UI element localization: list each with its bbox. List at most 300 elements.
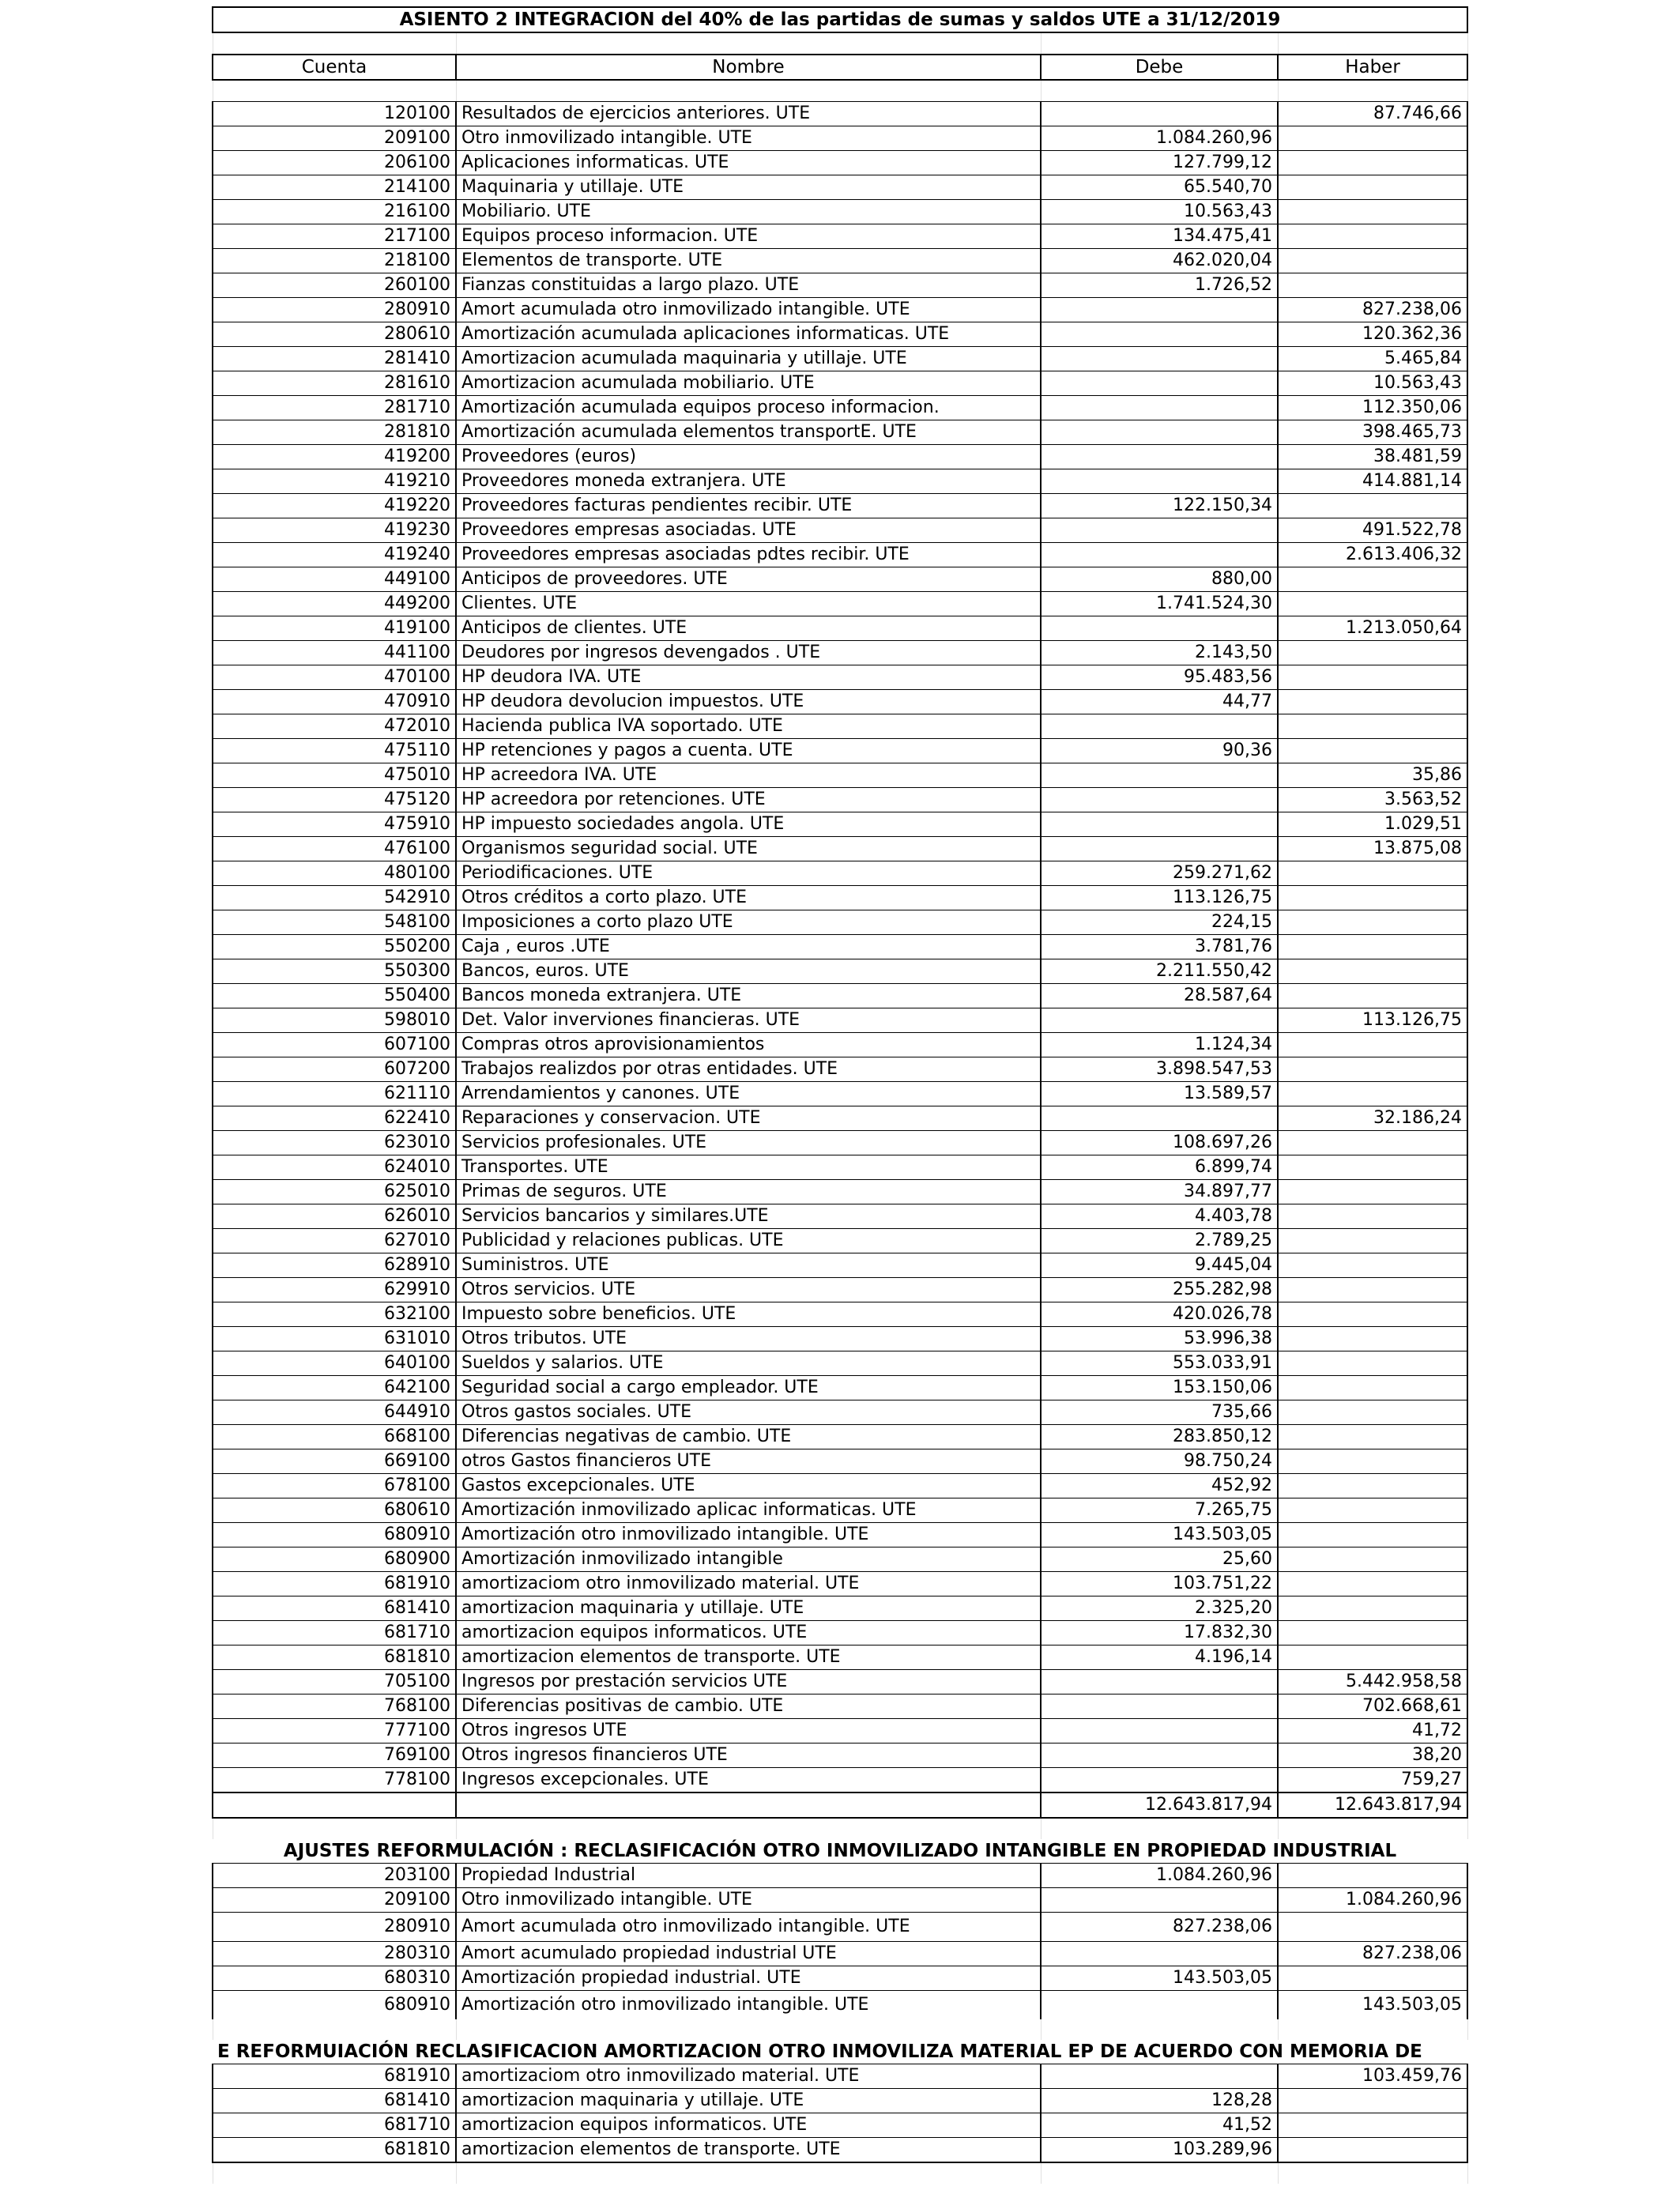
- haber-value: [1278, 1253, 1467, 1278]
- table-row: [213, 224, 1467, 249]
- account-code: 548100: [213, 910, 456, 935]
- debe-value: [1041, 102, 1278, 126]
- debe-value: 103.751,22: [1041, 1572, 1278, 1596]
- table-row: [213, 1768, 1467, 1793]
- account-name: amortizacion maquinaria y utillaje. UTE: [456, 1596, 1041, 1621]
- table-row: [213, 935, 1467, 959]
- haber-value: [1278, 1474, 1467, 1498]
- account-name: Proveedores moneda extranjera. UTE: [456, 469, 1041, 494]
- table-row: [213, 420, 1467, 445]
- account-name: Equipos proceso informacion. UTE: [456, 224, 1041, 249]
- debe-value: 9.445,04: [1041, 1253, 1278, 1278]
- debe-value: 65.540,70: [1041, 175, 1278, 200]
- account-name: Impuesto sobre beneficios. UTE: [456, 1302, 1041, 1327]
- debe-value: [1041, 420, 1278, 445]
- table-row: [213, 2138, 1467, 2163]
- debe-value: 98.750,24: [1041, 1449, 1278, 1474]
- account-code: 631010: [213, 1327, 456, 1351]
- debe-value: 103.289,96: [1041, 2138, 1278, 2163]
- debe-value: 128,28: [1041, 2089, 1278, 2113]
- account-name: Compras otros aprovisionamientos: [456, 1033, 1041, 1057]
- table-row: [213, 1596, 1467, 1621]
- haber-value: [1278, 1082, 1467, 1106]
- account-name: Sueldos y salarios. UTE: [456, 1351, 1041, 1376]
- table-row: [213, 1106, 1467, 1131]
- debe-value: [1041, 714, 1278, 739]
- account-code: 626010: [213, 1204, 456, 1229]
- account-name: Otro inmovilizado intangible. UTE: [456, 126, 1041, 151]
- account-code: 681410: [213, 1596, 456, 1621]
- haber-value: 491.522,78: [1278, 518, 1467, 543]
- account-name: Arrendamientos y canones. UTE: [456, 1082, 1041, 1106]
- account-name: Amortización acumulada aplicaciones informaticas. UTE: [456, 322, 1041, 347]
- haber-value: 38,20: [1278, 1744, 1467, 1768]
- account-code: 260100: [213, 273, 456, 298]
- haber-value: [1278, 739, 1467, 763]
- haber-value: 13.875,08: [1278, 837, 1467, 861]
- account-name: Amortización otro inmovilizado intangible. UTE: [456, 1523, 1041, 1547]
- account-code: 668100: [213, 1425, 456, 1449]
- account-name: Publicidad y relaciones publicas. UTE: [456, 1229, 1041, 1253]
- haber-value: [1278, 1302, 1467, 1327]
- account-code: 629910: [213, 1278, 456, 1302]
- account-code: 480100: [213, 861, 456, 886]
- account-name: Otros gastos sociales. UTE: [456, 1400, 1041, 1425]
- table-row: [213, 1523, 1467, 1547]
- debe-value: 259.271,62: [1041, 861, 1278, 886]
- haber-value: [1278, 1376, 1467, 1400]
- account-name: Caja , euros .UTE: [456, 935, 1041, 959]
- account-code: 681710: [213, 1621, 456, 1646]
- account-name: Proveedores facturas pendientes recibir. UTE: [456, 494, 1041, 518]
- debe-value: 122.150,34: [1041, 494, 1278, 518]
- account-code: 621110: [213, 1082, 456, 1106]
- spacer-row: [213, 32, 1467, 55]
- header-nombre: Nombre: [456, 55, 1041, 80]
- account-name: Amortizacion acumulada maquinaria y utillaje. UTE: [456, 347, 1041, 371]
- debe-value: [1041, 812, 1278, 837]
- spacer-row: [213, 2162, 1467, 2184]
- header-haber: Haber: [1278, 55, 1467, 80]
- account-code: 681410: [213, 2089, 456, 2113]
- account-code: 681910: [213, 1572, 456, 1596]
- debe-value: 143.503,05: [1041, 1523, 1278, 1547]
- debe-value: 462.020,04: [1041, 249, 1278, 273]
- account-name: Primas de seguros. UTE: [456, 1180, 1041, 1204]
- debe-value: [1041, 1744, 1278, 1768]
- haber-value: 103.459,76: [1278, 2064, 1467, 2089]
- account-name: Proveedores empresas asociadas. UTE: [456, 518, 1041, 543]
- total-empty-nombre: [456, 1793, 1041, 1818]
- haber-value: 10.563,43: [1278, 371, 1467, 396]
- haber-value: [1278, 175, 1467, 200]
- table-row: [213, 714, 1467, 739]
- haber-value: [1278, 1327, 1467, 1351]
- table-row: [213, 861, 1467, 886]
- table-row: [213, 1082, 1467, 1106]
- debe-value: 127.799,12: [1041, 151, 1278, 175]
- table-row: [213, 1474, 1467, 1498]
- account-name: Organismos seguridad social. UTE: [456, 837, 1041, 861]
- account-code: 769100: [213, 1744, 456, 1768]
- account-code: 475110: [213, 739, 456, 763]
- account-name: HP retenciones y pagos a cuenta. UTE: [456, 739, 1041, 763]
- account-code: 214100: [213, 175, 456, 200]
- account-code: 206100: [213, 151, 456, 175]
- account-code: 550400: [213, 984, 456, 1008]
- account-code: 281810: [213, 420, 456, 445]
- debe-value: 3.898.547,53: [1041, 1057, 1278, 1082]
- debe-value: 1.084.260,96: [1041, 1864, 1278, 1888]
- debe-value: 134.475,41: [1041, 224, 1278, 249]
- account-name: Diferencias positivas de cambio. UTE: [456, 1695, 1041, 1719]
- table-row: [213, 2089, 1467, 2113]
- account-name: Servicios profesionales. UTE: [456, 1131, 1041, 1155]
- account-code: 680900: [213, 1547, 456, 1572]
- haber-value: [1278, 1033, 1467, 1057]
- ajustes-title-row: [213, 1839, 1467, 1864]
- table-row: [213, 2113, 1467, 2138]
- account-code: 607100: [213, 1033, 456, 1057]
- haber-value: [1278, 200, 1467, 224]
- account-name: Ingresos por prestación servicios UTE: [456, 1670, 1041, 1695]
- account-code: 280910: [213, 298, 456, 322]
- ajustes-title: AJUSTES REFORMULACIÓN : RECLASIFICACIÓN OTRO INMOVILIZADO INTANGIBLE EN PROPIEDAD INDUSTRIAL: [283, 1841, 1397, 1861]
- debe-value: 153.150,06: [1041, 1376, 1278, 1400]
- account-name: Transportes. UTE: [456, 1155, 1041, 1180]
- table-row: [213, 298, 1467, 322]
- account-code: 642100: [213, 1376, 456, 1400]
- account-name: Seguridad social a cargo empleador. UTE: [456, 1376, 1041, 1400]
- account-code: 216100: [213, 200, 456, 224]
- table-row: [213, 469, 1467, 494]
- table-row: [213, 1913, 1467, 1942]
- debe-value: [1041, 543, 1278, 567]
- haber-value: [1278, 714, 1467, 739]
- haber-value: [1278, 273, 1467, 298]
- debe-value: 2.143,50: [1041, 641, 1278, 665]
- debe-value: [1041, 837, 1278, 861]
- debe-value: [1041, 1991, 1278, 2020]
- account-code: 640100: [213, 1351, 456, 1376]
- account-name: Otros créditos a corto plazo. UTE: [456, 886, 1041, 910]
- account-name: amortizaciom otro inmovilizado material. UTE: [456, 2064, 1041, 2089]
- haber-value: [1278, 1131, 1467, 1155]
- haber-value: 1.084.260,96: [1278, 1888, 1467, 1913]
- haber-value: 702.668,61: [1278, 1695, 1467, 1719]
- haber-value: [1278, 1180, 1467, 1204]
- account-name: amortizacion maquinaria y utillaje. UTE: [456, 2089, 1041, 2113]
- account-name: Bancos moneda extranjera. UTE: [456, 984, 1041, 1008]
- ledger-table: [212, 6, 1468, 2184]
- account-code: 778100: [213, 1768, 456, 1793]
- table-row: [213, 1204, 1467, 1229]
- account-name: HP deudora IVA. UTE: [456, 665, 1041, 690]
- account-name: Mobiliario. UTE: [456, 200, 1041, 224]
- account-name: HP deudora devolucion impuestos. UTE: [456, 690, 1041, 714]
- debe-value: 4.403,78: [1041, 1204, 1278, 1229]
- account-name: Amort acumulada otro inmovilizado intangible. UTE: [456, 298, 1041, 322]
- debe-value: [1041, 445, 1278, 469]
- haber-value: [1278, 861, 1467, 886]
- account-code: 280610: [213, 322, 456, 347]
- haber-value: 759,27: [1278, 1768, 1467, 1793]
- account-name: Trabajos realizdos por otras entidades. UTE: [456, 1057, 1041, 1082]
- debe-value: 53.996,38: [1041, 1327, 1278, 1351]
- haber-value: 414.881,14: [1278, 469, 1467, 494]
- header-cuenta: Cuenta: [213, 55, 456, 80]
- account-name: Resultados de ejercicios anteriores. UTE: [456, 102, 1041, 126]
- debe-value: 3.781,76: [1041, 935, 1278, 959]
- account-code: 470100: [213, 665, 456, 690]
- haber-value: [1278, 641, 1467, 665]
- account-code: 681810: [213, 1646, 456, 1670]
- table-row: [213, 1351, 1467, 1376]
- debe-value: 420.026,78: [1041, 1302, 1278, 1327]
- haber-value: 38.481,59: [1278, 445, 1467, 469]
- debe-value: 255.282,98: [1041, 1278, 1278, 1302]
- haber-value: [1278, 1646, 1467, 1670]
- account-name: Suministros. UTE: [456, 1253, 1041, 1278]
- account-code: 607200: [213, 1057, 456, 1082]
- account-code: 120100: [213, 102, 456, 126]
- account-name: Det. Valor inverviones financieras. UTE: [456, 1008, 1041, 1033]
- table-row: [213, 959, 1467, 984]
- account-name: Amortizacion acumulada mobiliario. UTE: [456, 371, 1041, 396]
- table-row: [213, 788, 1467, 812]
- haber-value: [1278, 2113, 1467, 2138]
- account-code: 280310: [213, 1942, 456, 1966]
- account-name: Periodificaciones. UTE: [456, 861, 1041, 886]
- table-row: [213, 1864, 1467, 1888]
- debe-value: [1041, 469, 1278, 494]
- account-name: Amortización acumulada elementos transportE. UTE: [456, 420, 1041, 445]
- table-row: [213, 641, 1467, 665]
- debe-value: [1041, 616, 1278, 641]
- account-name: Otro inmovilizado intangible. UTE: [456, 1888, 1041, 1913]
- debe-value: 2.211.550,42: [1041, 959, 1278, 984]
- haber-value: [1278, 1278, 1467, 1302]
- account-code: 281610: [213, 371, 456, 396]
- sheet-title: ASIENTO 2 INTEGRACION del 40% de las partidas de sumas y saldos UTE a 31/12/2019: [213, 7, 1467, 32]
- debe-value: 827.238,06: [1041, 1913, 1278, 1942]
- account-name: HP impuesto sociedades angola. UTE: [456, 812, 1041, 837]
- account-code: 280910: [213, 1913, 456, 1942]
- table-row: [213, 665, 1467, 690]
- account-name: Amortización acumulada equipos proceso informacion.: [456, 396, 1041, 420]
- debe-value: [1041, 322, 1278, 347]
- account-name: Amortización inmovilizado intangible: [456, 1547, 1041, 1572]
- account-code: 281710: [213, 396, 456, 420]
- account-code: 209100: [213, 126, 456, 151]
- debe-value: [1041, 1719, 1278, 1744]
- account-code: 627010: [213, 1229, 456, 1253]
- haber-value: [1278, 494, 1467, 518]
- haber-value: 3.563,52: [1278, 788, 1467, 812]
- table-row: [213, 690, 1467, 714]
- account-code: 680910: [213, 1523, 456, 1547]
- haber-value: [1278, 1204, 1467, 1229]
- account-name: Bancos, euros. UTE: [456, 959, 1041, 984]
- debe-value: 34.897,77: [1041, 1180, 1278, 1204]
- debe-value: 143.503,05: [1041, 1966, 1278, 1991]
- account-code: 281410: [213, 347, 456, 371]
- haber-value: 827.238,06: [1278, 298, 1467, 322]
- table-row: [213, 1572, 1467, 1596]
- debe-value: 6.899,74: [1041, 1155, 1278, 1180]
- debe-value: 13.589,57: [1041, 1082, 1278, 1106]
- debe-value: 28.587,64: [1041, 984, 1278, 1008]
- account-code: 680310: [213, 1966, 456, 1991]
- table-row: [213, 1719, 1467, 1744]
- account-name: Reparaciones y conservacion. UTE: [456, 1106, 1041, 1131]
- account-code: 419200: [213, 445, 456, 469]
- haber-value: [1278, 1057, 1467, 1082]
- haber-value: [1278, 567, 1467, 592]
- account-code: 624010: [213, 1155, 456, 1180]
- account-name: Amort acumulada otro inmovilizado intangible. UTE: [456, 1913, 1041, 1942]
- account-code: 472010: [213, 714, 456, 739]
- account-code: 475010: [213, 763, 456, 788]
- account-code: 680610: [213, 1498, 456, 1523]
- table-row: [213, 322, 1467, 347]
- table-row: [213, 984, 1467, 1008]
- haber-value: 5.465,84: [1278, 347, 1467, 371]
- haber-value: [1278, 1425, 1467, 1449]
- table-row: [213, 1695, 1467, 1719]
- account-code: 550300: [213, 959, 456, 984]
- account-code: 217100: [213, 224, 456, 249]
- table-row: [213, 445, 1467, 469]
- table-row: [213, 543, 1467, 567]
- table-row: [213, 1400, 1467, 1425]
- haber-value: [1278, 1966, 1467, 1991]
- debe-value: 90,36: [1041, 739, 1278, 763]
- reformulacion-title: E REFORMUIACIÓN RECLASIFICACION AMORTIZACION OTRO INMOVILIZA MATERIAL EP DE ACUERDO CON MEMORIA DE: [217, 2041, 1422, 2062]
- debe-value: 880,00: [1041, 567, 1278, 592]
- total-empty-cuenta: [213, 1793, 456, 1818]
- haber-value: [1278, 224, 1467, 249]
- haber-value: [1278, 1572, 1467, 1596]
- account-code: 542910: [213, 886, 456, 910]
- debe-value: 10.563,43: [1041, 200, 1278, 224]
- account-name: amortizacion equipos informaticos. UTE: [456, 1621, 1041, 1646]
- spreadsheet-sheet: [212, 6, 1467, 2184]
- table-row: [213, 175, 1467, 200]
- haber-value: [1278, 592, 1467, 616]
- debe-value: 4.196,14: [1041, 1646, 1278, 1670]
- table-row: [213, 567, 1467, 592]
- table-row: [213, 347, 1467, 371]
- table-row: [213, 1033, 1467, 1057]
- account-name: Ingresos excepcionales. UTE: [456, 1768, 1041, 1793]
- haber-value: 143.503,05: [1278, 1991, 1467, 2020]
- debe-value: [1041, 2064, 1278, 2089]
- account-name: Proveedores (euros): [456, 445, 1041, 469]
- account-code: 203100: [213, 1864, 456, 1888]
- debe-value: [1041, 518, 1278, 543]
- account-name: Servicios bancarios y similares.UTE: [456, 1204, 1041, 1229]
- table-row: [213, 763, 1467, 788]
- account-name: Amortización otro inmovilizado intangible. UTE: [456, 1991, 1041, 2020]
- haber-value: 827.238,06: [1278, 1942, 1467, 1966]
- account-code: 644910: [213, 1400, 456, 1425]
- table-row: [213, 1180, 1467, 1204]
- haber-value: [1278, 1449, 1467, 1474]
- haber-value: [1278, 126, 1467, 151]
- haber-value: [1278, 1547, 1467, 1572]
- account-code: 681710: [213, 2113, 456, 2138]
- table-row: [213, 812, 1467, 837]
- debe-value: 2.325,20: [1041, 1596, 1278, 1621]
- haber-value: [1278, 910, 1467, 935]
- haber-value: 41,72: [1278, 1719, 1467, 1744]
- debe-value: 553.033,91: [1041, 1351, 1278, 1376]
- table-row: [213, 1498, 1467, 1523]
- table-row: [213, 396, 1467, 420]
- account-name: HP acreedora por retenciones. UTE: [456, 788, 1041, 812]
- debe-value: 1.741.524,30: [1041, 592, 1278, 616]
- account-name: Otros ingresos UTE: [456, 1719, 1041, 1744]
- account-name: Amortización propiedad industrial. UTE: [456, 1966, 1041, 1991]
- haber-value: 112.350,06: [1278, 396, 1467, 420]
- title-row: [213, 7, 1467, 32]
- debe-value: 735,66: [1041, 1400, 1278, 1425]
- table-row: [213, 1670, 1467, 1695]
- table-row: [213, 151, 1467, 175]
- account-name: Fianzas constituidas a largo plazo. UTE: [456, 273, 1041, 298]
- account-name: Hacienda publica IVA soportado. UTE: [456, 714, 1041, 739]
- account-code: 623010: [213, 1131, 456, 1155]
- table-row: [213, 1131, 1467, 1155]
- account-code: 209100: [213, 1888, 456, 1913]
- account-code: 419210: [213, 469, 456, 494]
- account-code: 598010: [213, 1008, 456, 1033]
- account-name: Proveedores empresas asociadas pdtes recibir. UTE: [456, 543, 1041, 567]
- table-row: [213, 1425, 1467, 1449]
- haber-value: 398.465,73: [1278, 420, 1467, 445]
- debe-value: 283.850,12: [1041, 1425, 1278, 1449]
- table-row: [213, 273, 1467, 298]
- haber-value: 5.442.958,58: [1278, 1670, 1467, 1695]
- haber-value: [1278, 1621, 1467, 1646]
- table-row: [213, 1744, 1467, 1768]
- haber-value: [1278, 1498, 1467, 1523]
- account-code: 419230: [213, 518, 456, 543]
- table-row: [213, 249, 1467, 273]
- table-row: [213, 1621, 1467, 1646]
- haber-value: [1278, 984, 1467, 1008]
- debe-value: 41,52: [1041, 2113, 1278, 2138]
- account-code: 678100: [213, 1474, 456, 1498]
- account-code: 476100: [213, 837, 456, 861]
- account-name: amortizaciom otro inmovilizado material. UTE: [456, 1572, 1041, 1596]
- haber-value: 120.362,36: [1278, 322, 1467, 347]
- account-name: amortizacion elementos de transporte. UTE: [456, 1646, 1041, 1670]
- debe-value: [1041, 298, 1278, 322]
- haber-value: [1278, 1351, 1467, 1376]
- haber-value: [1278, 1229, 1467, 1253]
- account-code: 777100: [213, 1719, 456, 1744]
- table-row: [213, 1547, 1467, 1572]
- haber-value: [1278, 2138, 1467, 2163]
- account-name: otros Gastos financieros UTE: [456, 1449, 1041, 1474]
- debe-value: 113.126,75: [1041, 886, 1278, 910]
- table-row: [213, 1278, 1467, 1302]
- table-row: [213, 886, 1467, 910]
- account-name: amortizacion equipos informaticos. UTE: [456, 2113, 1041, 2138]
- debe-value: 224,15: [1041, 910, 1278, 935]
